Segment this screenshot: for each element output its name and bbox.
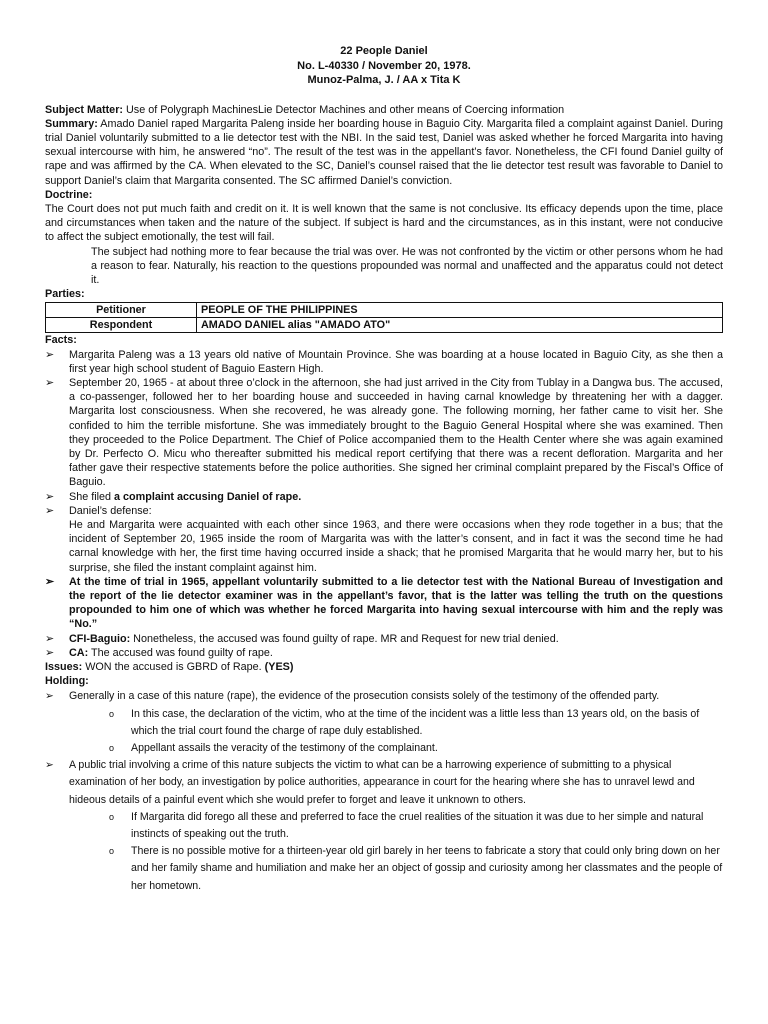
fact-text: At the time of trial in 1965, appellant voluntarily submitted to a lie detector test with the National Bureau of Investigation and the report of the lie detector examiner was in the appellant’s favor, that is the latter was telling the truth on the questions propounded to him one of which was whether he forced Margarita into having sexual intercourse with him and the reply was “No.” [69,575,723,631]
list-item [45,757,723,895]
sub-text: There is no possible motive for a thirteen-year old girl barely in her teens to fabricate a story that could only bring down on her and her family shame and humiliation and make her an object of gossip and curiosity among her classmates and the people of her hometown. [131,845,723,892]
summary-label: Summary: [45,117,98,130]
list-item [109,740,723,757]
holding-sublist [69,706,723,758]
case-title: 22 People Daniel [340,45,428,57]
list-item [45,632,723,646]
holding-label: Holding: [45,675,89,688]
table-row [46,303,723,318]
fact-text: She filed [69,490,115,503]
subject-text: Use of Polygraph MachinesLie Detector Machines and other means of Coercing information [123,103,565,116]
arrow-bullet-icon: ➢ [45,376,55,389]
list-item [109,809,723,843]
sub-text: If Margarita did forego all these and preferred to face the cruel realities of the situation it was due to her simple and natural instincts of speaking out the truth. [131,810,704,841]
arrow-bullet-icon: ➢ [45,759,54,772]
list-item [45,348,723,376]
list-item [109,843,723,895]
cfi-text: Nonetheless, the accused was found guilty of rape. MR and Request for new trial denied. [130,632,559,645]
petitioner-role: Petitioner [46,303,197,318]
list-item [45,490,723,504]
respondent-name: AMADO DANIEL alias "AMADO ATO" [197,318,723,333]
fact-text: September 20, 1965 - at about three o’clock in the afternoon, she had just arrived in the City from Tublay in a Dangwa bus. The accused, a co-passenger, followed her to her boarding house and succeeded in having carnal knowledge by threatening her with a dagger. Margarita lost consciousness. When she recovered, he was already gone. The following morning, her father came to visit her. She confided to him the terrible misfortune. She was immediately brought to the Baguio General Hospital where she was examined. Then they proceeded to the Police Department. The Chief of Police accompanied them to the Health Center where she was again examined by Dr. Perfecto O. Micu who thereafter submitted his medical report certifying that there was a recent defloration. Margarita and her father gave their respective statements before the police authorities. She signed her criminal complaint prepared by the Fiscal’s Office of Baguio. [69,376,723,489]
issues-text: WON the accused is GBRD of Rape. [82,661,265,674]
cfi-label: CFI-Baguio: [69,632,131,645]
sub-text: Appellant assails the veracity of the testimony of the complainant. [131,742,438,755]
issues-label: Issues: [45,661,83,674]
arrow-bullet-icon: ➢ [45,632,55,645]
defense-title: Daniel’s defense: [69,504,152,517]
doctrine-label: Doctrine: [45,188,93,201]
summary [45,117,723,188]
ca-text: The accused was found guilty of rape. [88,646,273,659]
arrow-bullet-icon: ➢ [45,690,54,703]
circle-bullet-icon: o [109,708,115,719]
table-row [46,318,723,333]
facts-label: Facts: [45,334,77,347]
list-item [45,575,723,632]
fact-bold-text: a complaint accusing Daniel of rape. [114,490,302,503]
fact-text: Margarita Paleng was a 13 years old native of Mountain Province. She was boarding at a house located in Baguio City, as she then a first year high school student of Baguio Eastern High. [69,348,723,375]
arrow-bullet-icon: ➢ [45,504,55,517]
petitioner-name: PEOPLE OF THE PHILIPPINES [197,303,723,318]
arrow-bullet-icon: ➢ [45,575,55,588]
holding-text: Generally in a case of this nature (rape), the evidence of the prosecution consists solely of the testimony of the offended party. [69,690,660,703]
issues [45,660,723,674]
holding-sublist [69,809,723,895]
parties-table [45,302,723,333]
list-item [109,706,723,740]
list-item [45,504,723,575]
circle-bullet-icon: o [109,846,115,857]
case-number-date: No. L-40330 / November 20, 1978. [297,59,471,72]
list-item [45,646,723,660]
doctrine-paragraph-1: The Court does not put much faith and credit on it. It is well known that the same is not conclusive. Its efficacy depends upon the time, place and circumstances when taken and the nature of the subject. If subject is hard and the circumstances, as in this instant, were not conducive to affect the subject emotionally, the test will fail. [45,202,723,244]
sub-text: In this case, the declaration of the victim, who at the time of the incident was a little less than 13 years old, on the basis of which the trial court found the charge of rape duly established. [131,707,700,737]
subject-label: Subject Matter: [45,103,123,116]
respondent-role: Respondent [46,318,197,333]
holding-text: A public trial involving a crime of this nature subjects the victim to what can be a harrowing experience of submitting to a physical examination of her body, an investigation by police authorities, appearance in court for the hearing where she has to unravel lewd and hideous details of a painful event which she would prefer to forget and leave it unknown to others. [69,759,695,806]
ca-label: CA: [69,646,89,659]
defense-text: He and Margarita were acquainted with each other since 1963, and there were occasions when they rode together in a bus; that the incident of September 20, 1965 inside the room of Margarita was with the latter’s consent, and in fact it was the second time he had carnal knowledge with her, the first time having occurred inside a shack; that he promised Margarita that he would marry her, but to his surprise, she filed the instant complaint against him. [69,518,723,574]
list-item [45,376,723,490]
facts-list [45,348,723,660]
summary-text: Amado Daniel raped Margarita Paleng inside her boarding house in Baguio City. Margarita filed a complaint against Daniel. During trial Daniel voluntarily submitted to a lie detector test with the NBI. In the said test, Daniel was asked whether he forced Margarita into having sexual intercourse with him, he answered “no”. The result of the test was in the appellant’s favor. Nonetheless, the CFI found Daniel guilty of rape and was affirmed by the CA. When elevated to the SC, Daniel’s counsel raised that the lie detector test result was favorable to Daniel to support Daniel’s claim that Margarita consented. The SC affirmed Daniel’s conviction. [45,117,723,187]
circle-bullet-icon: o [109,811,115,822]
doctrine-paragraph-2: The subject had nothing more to fear because the trial was over. He was not confronted by the victim or other persons whom he had a reason to fear. Naturally, his reaction to the questions propounded was normal and unaffected and the apparatus could not detect it. [91,245,723,286]
issues-answer: (YES) [264,661,294,674]
case-header [45,44,723,88]
arrow-bullet-icon: ➢ [45,646,55,659]
subject-matter [45,103,723,117]
arrow-bullet-icon: ➢ [45,490,55,503]
arrow-bullet-icon: ➢ [45,348,55,361]
document-body [45,44,723,895]
ponente-authors: Munoz-Palma, J. / AA x Tita K [307,74,461,86]
list-item [45,688,723,757]
circle-bullet-icon: o [109,743,115,754]
holding-list [45,688,723,894]
parties-label: Parties: [45,288,85,301]
